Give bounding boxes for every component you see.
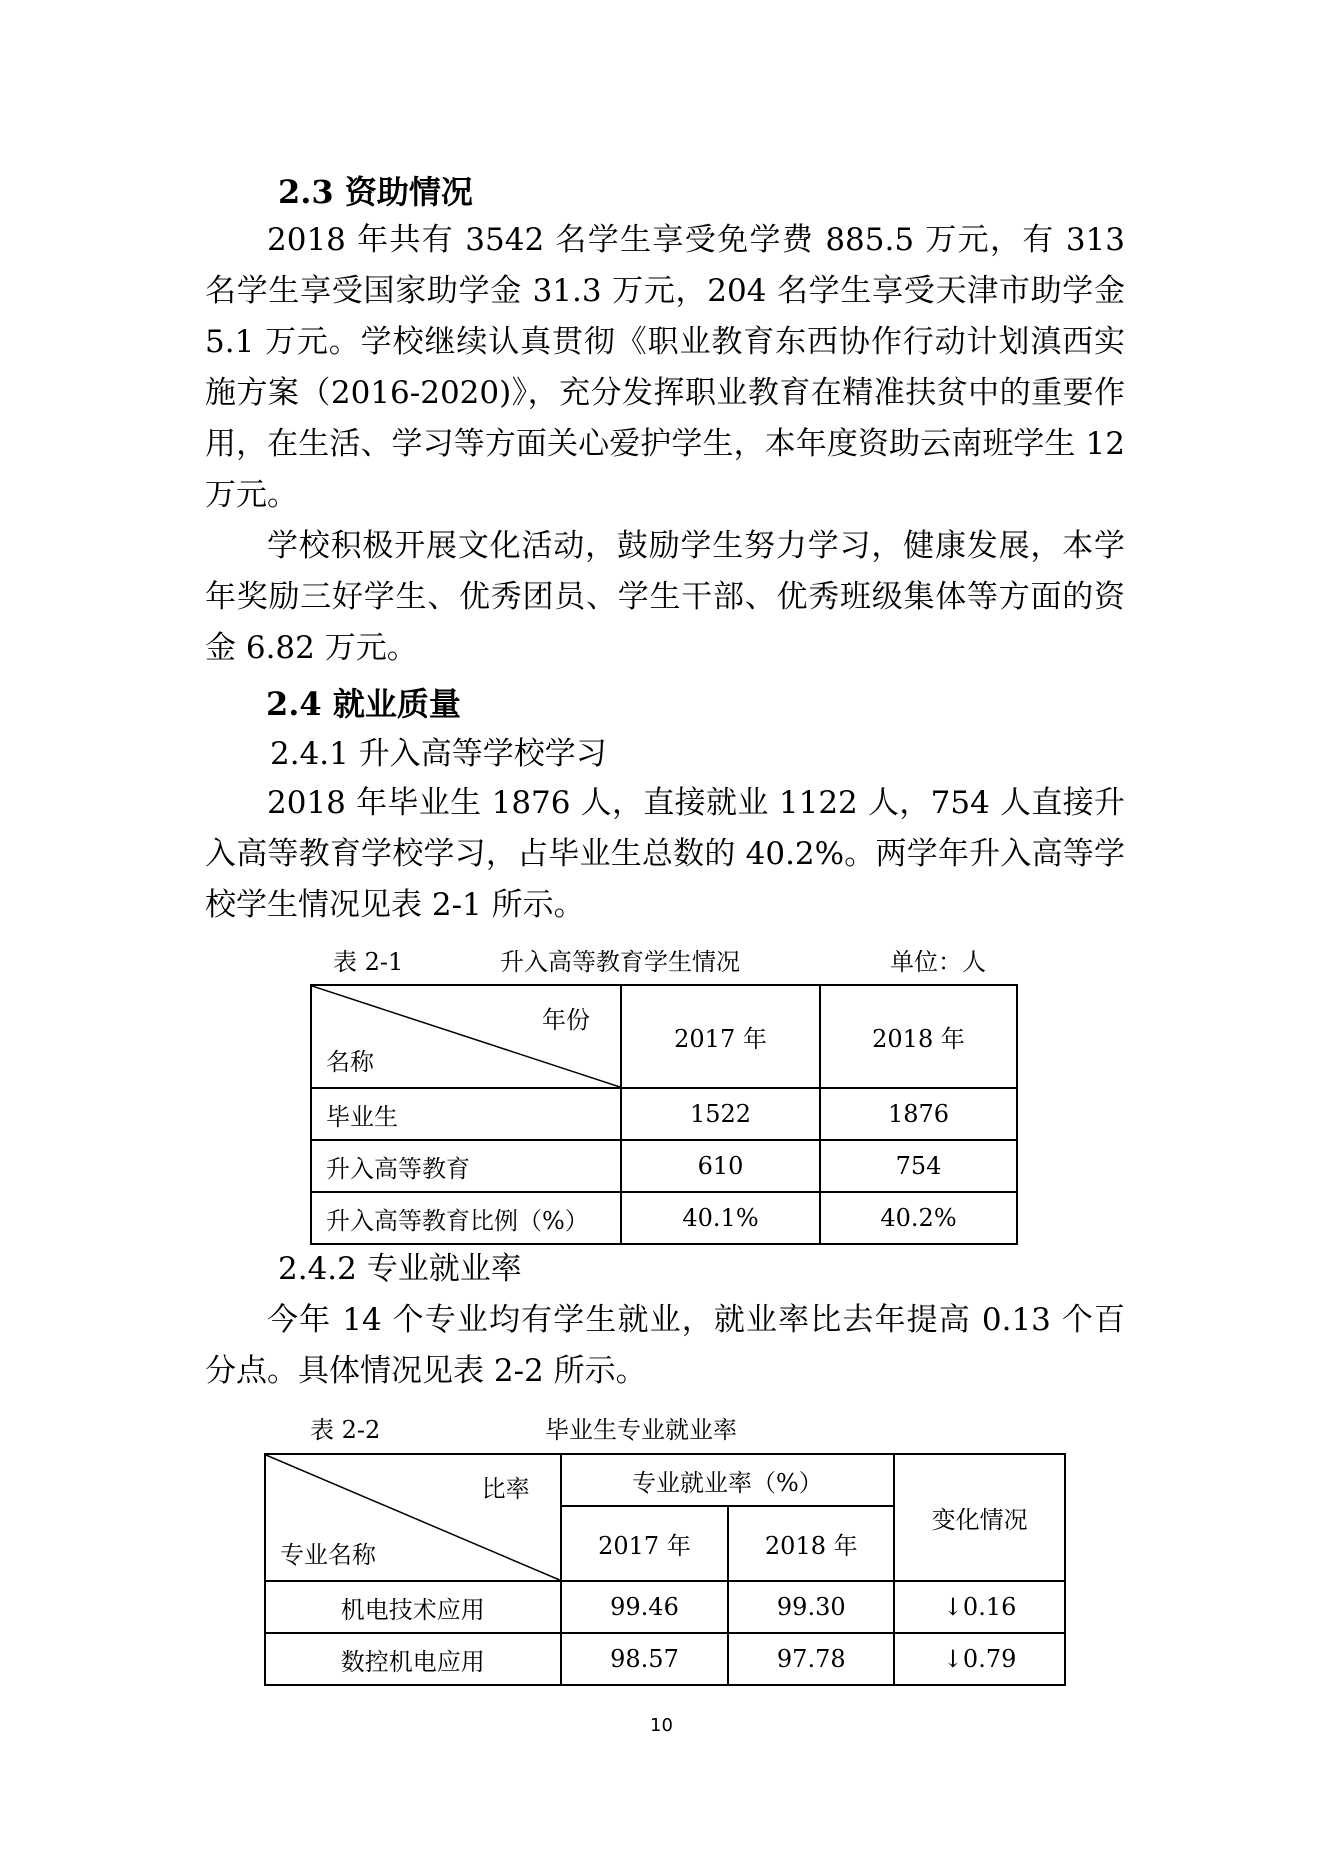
table2-cell-change: ↓0.79 xyxy=(894,1633,1065,1685)
table1-unit: 单位：人 xyxy=(890,948,986,976)
table1-corner-bottom: 名称 xyxy=(326,1048,374,1076)
table2-corner-cell xyxy=(265,1454,561,1581)
table1-cell-2017: 40.1% xyxy=(621,1192,820,1244)
paragraph-further-study: 2018 年毕业生 1876 人，直接就业 1122 人，754 人直接升入高等教育学校学习，占毕业生总数的 40.2%。两学年升入高等学校学生情况见表 2-1 所示。 xyxy=(205,785,1125,923)
table2-cell-2017: 98.57 xyxy=(561,1633,729,1685)
subsection-heading-2-4-2: 2.4.2 专业就业率 xyxy=(278,1251,522,1287)
subsection-heading-2-4-1: 2.4.1 升入高等学校学习 xyxy=(270,736,607,772)
table-row xyxy=(265,1633,1065,1685)
table2-corner-top: 比率 xyxy=(481,1475,530,1503)
table1-row-name: 升入高等教育 xyxy=(311,1140,621,1192)
table1-cell-2017: 610 xyxy=(621,1140,820,1192)
table-row xyxy=(265,1581,1065,1633)
table2-cell-2018: 99.30 xyxy=(728,1581,894,1633)
paragraph-employment-rate: 今年 14 个专业均有学生就业，就业率比去年提高 0.13 个百分点。具体情况见表 2-2 所示。 xyxy=(205,1302,1125,1389)
table2-row-name: 数控机电应用 xyxy=(265,1633,561,1685)
table-row xyxy=(311,1088,1017,1140)
table1-cell-2018: 40.2% xyxy=(820,1192,1017,1244)
table2-cell-2018: 97.78 xyxy=(728,1633,894,1685)
table2-corner-bottom: 专业名称 xyxy=(280,1541,376,1569)
paragraph-funding: 2018 年共有 3542 名学生享受免学费 885.5 万元，有 313 名学生享受国家助学金 31.3 万元，204 名学生享受天津市助学金 5.1 万元。学校继续认真贯彻《职业教育东西协作行动计划滇西实施方案（2016-2020)》，充分发挥职业教育在精准扶贫中的重要作用，在生活、学习等方面关心爱护学生，本年度资助云南班学生 12 万元。 xyxy=(205,222,1125,513)
table1-row-name: 毕业生 xyxy=(311,1088,621,1140)
table1-cell-2017: 1522 xyxy=(621,1088,820,1140)
table-employment-rate xyxy=(264,1453,1066,1686)
table1-row-name: 升入高等教育比例（%） xyxy=(311,1192,621,1244)
table-further-education xyxy=(310,984,1018,1245)
table-row xyxy=(311,1192,1017,1244)
page-number: 10 xyxy=(650,1715,673,1736)
table-row xyxy=(311,1140,1017,1192)
table1-cell-2018: 754 xyxy=(820,1140,1017,1192)
table1-corner-top: 年份 xyxy=(542,1006,590,1034)
table1-label: 表 2-1 xyxy=(333,948,404,976)
table2-cell-change: ↓0.16 xyxy=(894,1581,1065,1633)
table2-title: 毕业生专业就业率 xyxy=(545,1416,737,1444)
table1-col-2018: 2018 年 xyxy=(820,985,1017,1088)
table2-label: 表 2-2 xyxy=(310,1416,381,1444)
table2-col-2017: 2017 年 xyxy=(561,1506,729,1581)
table1-col-2017: 2017 年 xyxy=(621,985,820,1088)
table2-group-header: 专业就业率（%） xyxy=(561,1454,895,1506)
paragraph-awards: 学校积极开展文化活动，鼓励学生努力学习，健康发展，本学年奖励三好学生、优秀团员、学生干部、优秀班级集体等方面的资金 6.82 万元。 xyxy=(205,528,1125,666)
section-heading-2-3: 2.3 资助情况 xyxy=(278,173,473,211)
table2-col-change: 变化情况 xyxy=(894,1454,1065,1581)
table1-title: 升入高等教育学生情况 xyxy=(500,948,740,976)
table1-cell-2018: 1876 xyxy=(820,1088,1017,1140)
table1-corner-cell xyxy=(311,985,621,1088)
table2-cell-2017: 99.46 xyxy=(561,1581,729,1633)
table2-row-name: 机电技术应用 xyxy=(265,1581,561,1633)
table2-col-2018: 2018 年 xyxy=(728,1506,894,1581)
section-heading-2-4: 2.4 就业质量 xyxy=(266,685,461,723)
